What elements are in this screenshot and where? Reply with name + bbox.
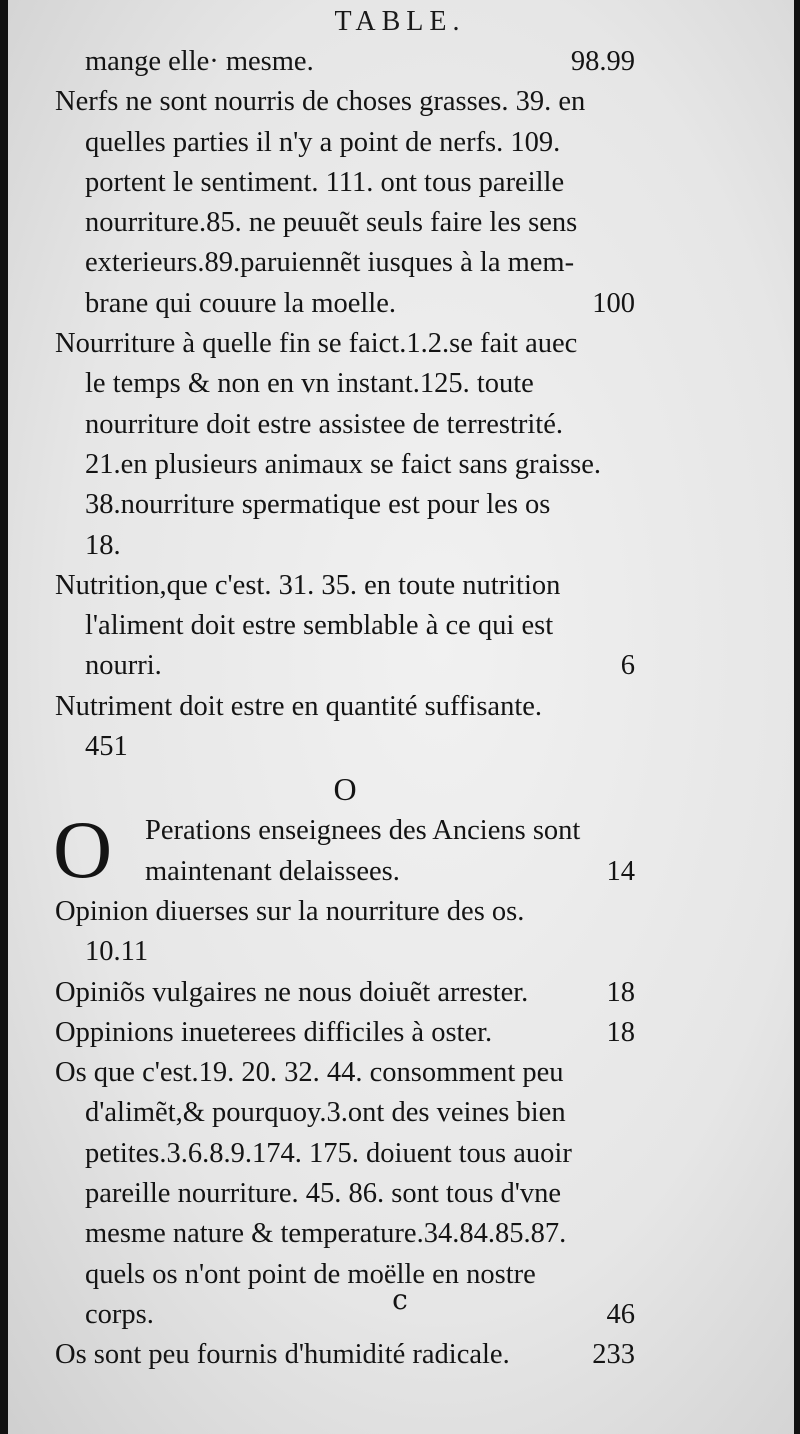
entry-line-text: nourri.	[85, 650, 162, 682]
entry-line-text: 38.nourriture spermatique est pour les os	[85, 489, 551, 521]
index-entry	[55, 892, 635, 973]
entry-line-text: Nourriture à quelle fin se faict.1.2.se fait auec	[55, 328, 578, 360]
entry-line	[55, 727, 635, 767]
page-edge-right	[794, 0, 800, 1434]
dropcap-entry	[53, 804, 635, 896]
entry-line-text: 10.11	[85, 936, 149, 968]
entry-line	[55, 1214, 635, 1254]
index-entry	[55, 566, 635, 687]
entry-line	[55, 687, 635, 727]
entries-before	[55, 42, 635, 767]
section-letter: O	[333, 771, 357, 808]
page-edge-left	[0, 0, 8, 1434]
page-reference: 233	[592, 1339, 635, 1371]
page-reference: 46	[606, 1298, 635, 1330]
entry-line-text: maintenant delaissees.	[145, 855, 400, 887]
entry-line-text: l'aliment doit estre semblable à ce qui est	[85, 610, 554, 642]
entry-line	[55, 973, 635, 1013]
page-reference: 100	[592, 287, 635, 319]
entry-line-text: Os sont peu fournis d'humidité radicale.	[55, 1339, 510, 1371]
entry-line-text: pareille nourriture. 45. 86. sont tous d'vne	[85, 1178, 562, 1210]
entry-line	[55, 324, 635, 364]
entry-line	[55, 163, 635, 203]
entry-line	[55, 485, 635, 525]
entry-line	[55, 445, 635, 485]
entry-line-text: Nerfs ne sont nourris de choses grasses. 39. en	[55, 86, 586, 118]
entry-line-text: brane qui couure la moelle.	[85, 287, 396, 319]
entry-line-text: nourriture doit estre assistee de terrestrité.	[85, 408, 563, 440]
entry-line	[55, 243, 635, 283]
entry-line	[55, 1013, 635, 1053]
entry-line-text: 18.	[85, 529, 121, 561]
entry-line	[55, 1335, 635, 1375]
entry-line-text: nourriture.85. ne peuuẽt seuls faire les sens	[85, 207, 578, 239]
entry-line-text: mesme nature & temperature.34.84.85.87.	[85, 1218, 567, 1250]
running-header: TABLE.	[334, 6, 466, 37]
entry-line	[55, 364, 635, 404]
entry-line	[55, 606, 635, 646]
entry-line	[55, 526, 635, 566]
entry-line	[55, 405, 635, 445]
entry-line	[55, 42, 635, 82]
entry-line-text: Os que c'est.19. 20. 32. 44. consomment peu	[55, 1057, 564, 1089]
entry-line-text: petites.3.6.8.9.174. 175. doiuent tous auoir	[85, 1137, 572, 1169]
entry-line-text: 21.en plusieurs animaux se faict sans graisse.	[85, 448, 602, 480]
entry-line: Perations enseignees des Anciens sont	[145, 815, 581, 847]
entry-line	[55, 1053, 635, 1093]
entry-line	[55, 284, 635, 324]
entry-line-text: portent le sentiment. 111. ont tous pareille	[85, 166, 565, 198]
entry-line-text: quelles parties il n'y a point de nerfs. 109.	[85, 126, 561, 158]
page-reference: 18	[606, 1016, 635, 1048]
entry-line	[55, 123, 635, 163]
index-entry	[55, 82, 635, 324]
entry-line	[55, 566, 635, 606]
entry-line-text: d'alimẽt,& pourquoy.3.ont des veines bien	[85, 1097, 566, 1129]
entry-line-text: Opiniõs vulgaires ne nous doiuẽt arrester.	[55, 976, 529, 1008]
entry-line-text: Nutriment doit estre en quantité suffisante.	[55, 690, 543, 722]
entry-line-text: Opinion diuerses sur la nourriture des os.	[55, 895, 525, 927]
page-reference: 98.99	[570, 46, 635, 77]
page-reference: 18	[606, 976, 635, 1008]
entry-line	[55, 82, 635, 122]
entry-line-text: 451	[85, 731, 128, 763]
page-reference: 14	[606, 855, 635, 887]
entry-line	[55, 203, 635, 243]
index-entry	[55, 1013, 635, 1053]
index-entry	[55, 1335, 635, 1375]
page-reference: 6	[620, 650, 635, 682]
entry-line-text: Nutrition,que c'est. 31. 35. en toute nutrition	[55, 569, 561, 601]
entry-line	[55, 1134, 635, 1174]
entry-line	[55, 1174, 635, 1214]
signature-mark: c	[392, 1283, 408, 1316]
entry-line-text: mange elle· mesme.	[85, 46, 314, 77]
entry-line	[55, 1093, 635, 1133]
entry-line-text: exterieurs.89.paruiennẽt iusques à la mem-	[85, 247, 575, 279]
entry-line-text: corps.	[85, 1298, 154, 1330]
entry-line-text: quels os n'ont point de moëlle en nostre	[85, 1258, 536, 1290]
entry-line-text: Oppinions inueterees difficiles à oster.	[55, 1016, 493, 1048]
entry-line	[55, 646, 635, 686]
index-entry	[55, 42, 635, 82]
entry-line-text: le temps & non en vn instant.125. toute	[85, 368, 534, 400]
index-entry	[55, 324, 635, 566]
dropcap-letter: O	[53, 804, 113, 896]
entry-line	[55, 892, 635, 932]
index-text	[55, 42, 635, 1376]
entry-line	[55, 852, 635, 892]
index-entry	[55, 687, 635, 768]
entry-line	[55, 932, 635, 972]
index-entry	[55, 973, 635, 1013]
